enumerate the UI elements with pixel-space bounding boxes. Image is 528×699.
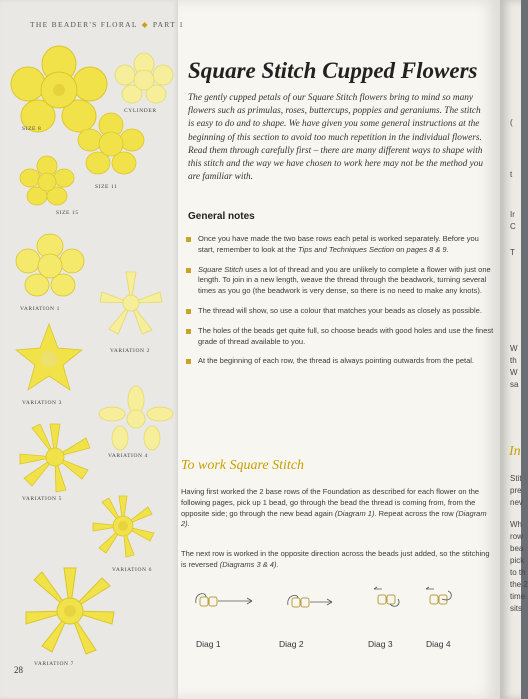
note-text: The thread will show, so use a colour that matches your beads as closely as possible.	[198, 305, 482, 315]
diagram-reference: (Diagram 2)	[181, 508, 487, 529]
instruction-text: Having first worked the 2 base rows of the Foundation as described for each flower on the following pages, pick up 1 bead, go through the bead the thread is coming from, from the opposite side; go through the new bead again	[181, 487, 480, 518]
running-head-left: THE BEADER'S FLORAL	[30, 20, 138, 29]
caption-cylinder: CYLINDER	[124, 108, 157, 114]
caption-size11: SIZE 11	[95, 184, 118, 190]
instruction-paragraph-1	[181, 487, 491, 530]
instruction-text: . Repeat across the row	[374, 508, 456, 518]
note-item	[184, 234, 494, 256]
diagram-2-illustration	[282, 585, 342, 619]
diagram-reference: (Diagrams 3 & 4)	[219, 559, 277, 569]
note-item	[184, 356, 494, 367]
facing-text-fragment: pick	[510, 556, 525, 565]
flower-variation1-image	[16, 233, 84, 299]
facing-text-fragment: the 2	[510, 580, 528, 589]
flower-variation6-image	[90, 493, 156, 559]
flower-variation3-image	[14, 322, 84, 392]
facing-text-fragment: th	[510, 356, 517, 365]
note-text: Once you have made the two base rows each petal is worked separately. Before you start, remember to look at the	[198, 234, 479, 254]
diagram-3-label: Diag 3	[368, 639, 393, 649]
caption-variation4: VARIATION 4	[108, 453, 148, 459]
flower-size15-image	[20, 155, 74, 207]
caption-variation1: VARIATION 1	[20, 306, 60, 312]
diagram-4-illustration	[420, 585, 460, 619]
facing-text-fragment: Ir	[510, 210, 515, 219]
bullet-square-icon	[186, 237, 191, 242]
caption-variation3: VARIATION 3	[22, 400, 62, 406]
instruction-paragraph-2	[181, 549, 491, 571]
facing-text-fragment: bea	[510, 544, 524, 553]
page-title: Square Stitch Cupped Flowers	[188, 58, 478, 83]
facing-text-fragment: nev	[510, 498, 523, 507]
facing-text-fragment: W	[510, 344, 518, 353]
facing-text-fragment: sa	[510, 380, 519, 389]
general-notes-heading: General notes	[188, 211, 255, 222]
to-work-heading: To work Square Stitch	[181, 458, 305, 473]
note-text: .	[446, 244, 449, 254]
running-head-right: PART 1	[152, 20, 185, 29]
facing-text-fragment: time	[510, 592, 526, 601]
facing-text-fragment: T	[510, 248, 515, 257]
diagram-3-illustration	[368, 585, 408, 619]
note-stitch-name: Square Stitch	[198, 264, 244, 274]
flower-cylinder-image	[115, 52, 173, 104]
instruction-text: .	[187, 519, 190, 529]
facing-text-fragment: W	[510, 368, 518, 377]
facing-text-fragment: to th	[510, 568, 526, 577]
facing-text-fragment: (	[510, 118, 513, 127]
caption-variation2: VARIATION 2	[110, 348, 150, 354]
facing-text-fragment: Stit	[510, 474, 522, 483]
note-reference: pages 8 & 9	[406, 244, 447, 254]
flower-size11-image	[78, 112, 144, 176]
note-text: on	[394, 244, 407, 254]
bullet-square-icon	[186, 329, 191, 334]
facing-page-edge	[500, 0, 528, 699]
facing-text-fragment: sits	[510, 604, 522, 613]
note-item	[184, 265, 494, 297]
bullet-square-icon	[186, 268, 191, 273]
instruction-text: The next row is worked in the opposite direction across the beads just added, so the stitching is reversed	[181, 549, 490, 569]
caption-size15: SIZE 15	[56, 210, 79, 216]
diagram-1-illustration	[192, 585, 262, 619]
intro-paragraph: The gently cupped petals of our Square Stitch flowers bring to mind so many flowers such as primulas, roses, buttercups, poppies and geraniums. The stitch is easy to do and to shape. We have given you some general instructions at the beginning of this section to avoid too much repetition in the individual flowers. Read them through carefully first – there are many different ways to shape with this stitch and the way we have chosen to work here may not be the method you are familiar with.	[188, 93, 484, 183]
flower-variation7-image	[24, 566, 116, 656]
caption-variation6: VARIATION 6	[112, 567, 152, 573]
page-number: 28	[14, 665, 23, 675]
note-item	[184, 306, 494, 317]
bullet-square-icon	[186, 309, 191, 314]
caption-variation7: VARIATION 7	[34, 661, 74, 667]
caption-size8: SIZE 8	[22, 126, 42, 132]
diagram-1-label: Diag 1	[196, 639, 221, 649]
note-text: uses a lot of thread and you are unlikely to complete a flower with just one length. To join in a new length, weave the thread through the beadwork, turning several times as you go (the beadwork is very dense, so there is no need to make any knots).	[198, 264, 491, 296]
instruction-text: .	[276, 559, 279, 569]
running-head-separator: ◆	[141, 20, 149, 29]
flower-variation2-image	[96, 268, 166, 338]
diagram-2-label: Diag 2	[279, 639, 304, 649]
note-text: The holes of the beads get quite full, so choose beads with good holes and use the finest grade of thread available to you.	[198, 325, 494, 346]
flower-variation4-image	[100, 386, 172, 452]
note-item	[184, 326, 494, 348]
facing-text-fragment: t	[510, 170, 513, 179]
flower-variation5-image	[18, 420, 92, 494]
caption-variation5: VARIATION 5	[22, 496, 62, 502]
diagram-reference: (Diagram 1)	[334, 508, 375, 518]
bullet-square-icon	[186, 359, 191, 364]
facing-heading-fragment: In	[509, 444, 521, 459]
facing-text-fragment: pre	[510, 486, 522, 495]
running-head	[30, 20, 184, 29]
note-text: At the beginning of each row, the thread is always pointing outwards from the petal.	[198, 356, 474, 366]
note-reference: Tips and Techniques Section	[298, 244, 395, 254]
general-notes-list	[184, 234, 494, 376]
facing-text-fragment: row	[510, 532, 523, 541]
facing-text-fragment: C	[510, 222, 516, 231]
facing-text-fragment: Wh	[510, 520, 522, 529]
diagram-4-label: Diag 4	[426, 639, 451, 649]
